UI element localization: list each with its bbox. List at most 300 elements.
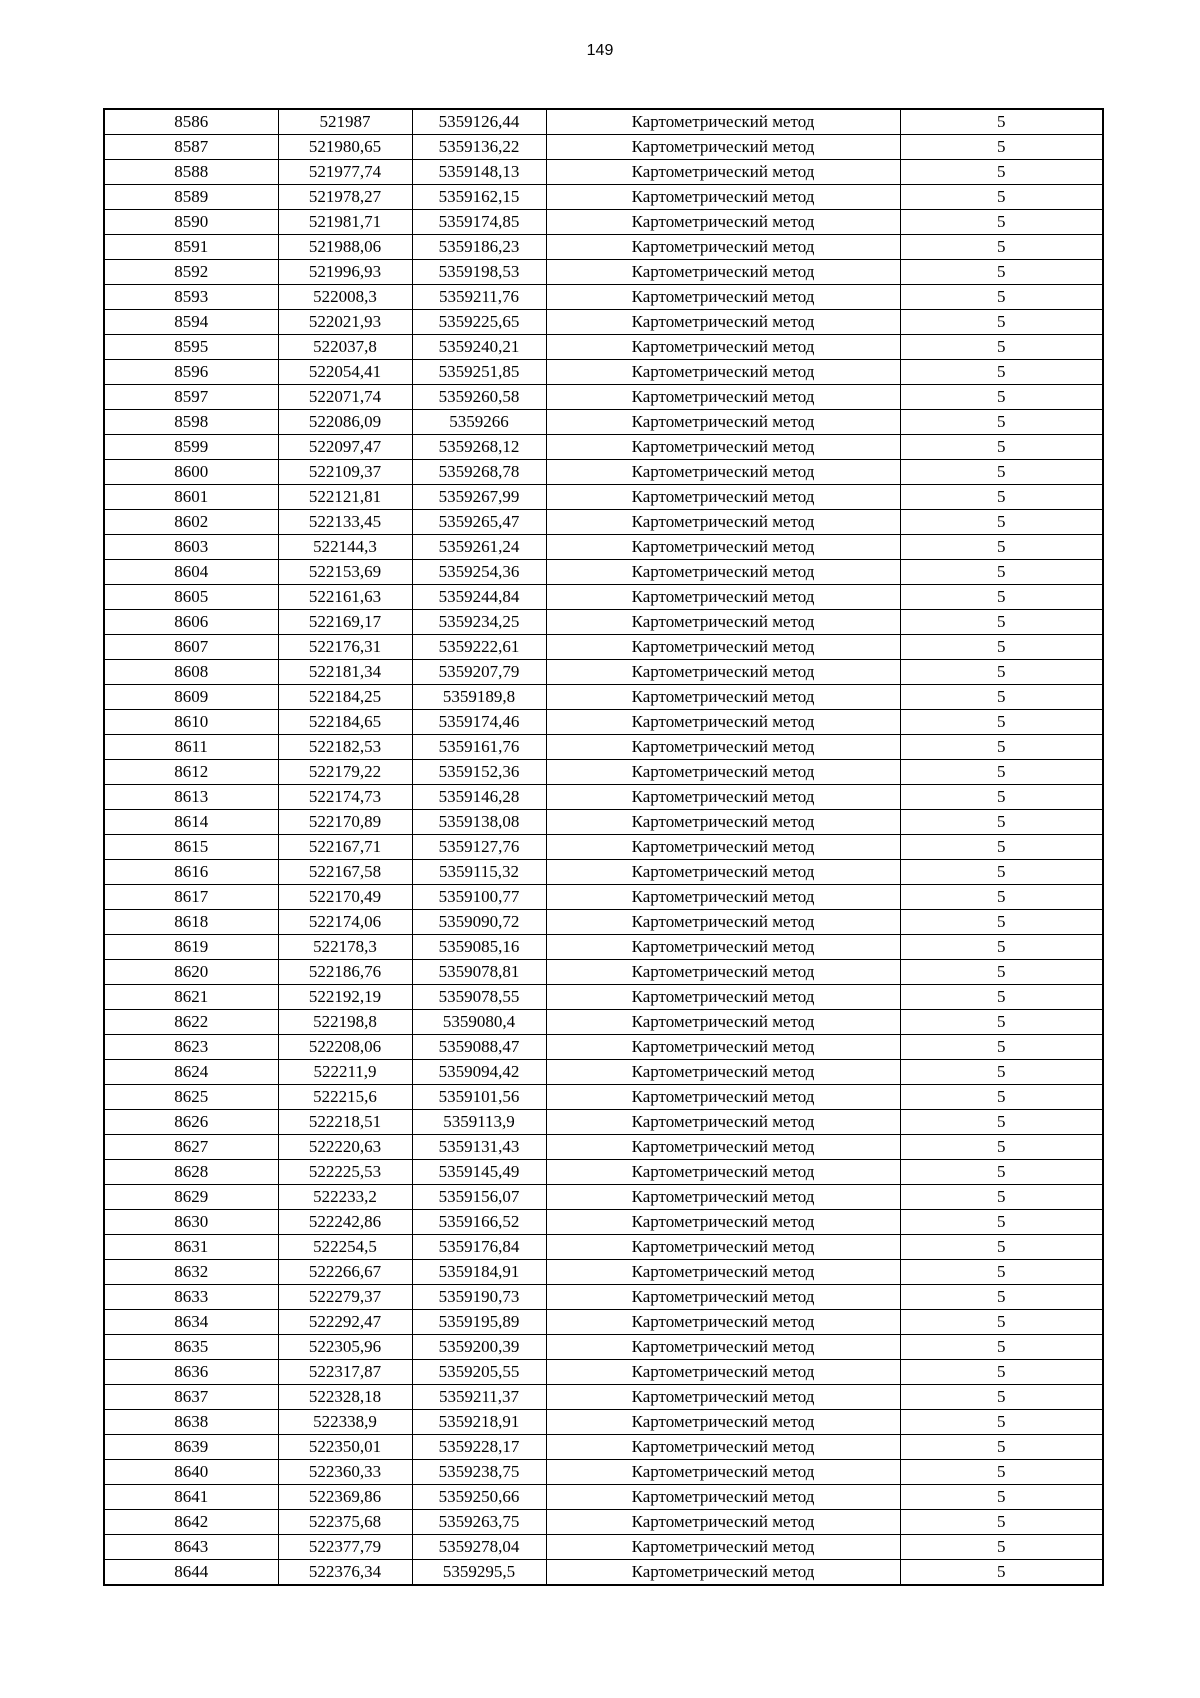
point-number-cell: 8610 xyxy=(104,710,278,735)
table-row xyxy=(104,910,1103,935)
y-coordinate-cell: 5359152,36 xyxy=(412,760,546,785)
method-cell: Картометрический метод xyxy=(546,235,900,260)
point-number-cell: 8630 xyxy=(104,1210,278,1235)
accuracy-cell: 5 xyxy=(900,535,1103,560)
accuracy-cell: 5 xyxy=(900,785,1103,810)
x-coordinate-cell: 522054,41 xyxy=(278,360,412,385)
x-coordinate-cell: 522179,22 xyxy=(278,760,412,785)
table-row xyxy=(104,1360,1103,1385)
method-cell: Картометрический метод xyxy=(546,960,900,985)
y-coordinate-cell: 5359100,77 xyxy=(412,885,546,910)
y-coordinate-cell: 5359090,72 xyxy=(412,910,546,935)
accuracy-cell: 5 xyxy=(900,109,1103,135)
y-coordinate-cell: 5359225,65 xyxy=(412,310,546,335)
method-cell: Картометрический метод xyxy=(546,760,900,785)
x-coordinate-cell: 522186,76 xyxy=(278,960,412,985)
table-row xyxy=(104,1110,1103,1135)
point-number-cell: 8597 xyxy=(104,385,278,410)
x-coordinate-cell: 522369,86 xyxy=(278,1485,412,1510)
x-coordinate-cell: 522317,87 xyxy=(278,1360,412,1385)
method-cell: Картометрический метод xyxy=(546,660,900,685)
table-row xyxy=(104,460,1103,485)
x-coordinate-cell: 522242,86 xyxy=(278,1210,412,1235)
y-coordinate-cell: 5359195,89 xyxy=(412,1310,546,1335)
method-cell: Картометрический метод xyxy=(546,610,900,635)
method-cell: Картометрический метод xyxy=(546,1035,900,1060)
table-row xyxy=(104,1210,1103,1235)
x-coordinate-cell: 522328,18 xyxy=(278,1385,412,1410)
point-number-cell: 8607 xyxy=(104,635,278,660)
y-coordinate-cell: 5359211,76 xyxy=(412,285,546,310)
point-number-cell: 8595 xyxy=(104,335,278,360)
accuracy-cell: 5 xyxy=(900,1310,1103,1335)
x-coordinate-cell: 521980,65 xyxy=(278,135,412,160)
table-row xyxy=(104,685,1103,710)
x-coordinate-cell: 522097,47 xyxy=(278,435,412,460)
point-number-cell: 8632 xyxy=(104,1260,278,1285)
accuracy-cell: 5 xyxy=(900,910,1103,935)
accuracy-cell: 5 xyxy=(900,635,1103,660)
accuracy-cell: 5 xyxy=(900,860,1103,885)
table-row xyxy=(104,310,1103,335)
table-row xyxy=(104,1235,1103,1260)
accuracy-cell: 5 xyxy=(900,435,1103,460)
method-cell: Картометрический метод xyxy=(546,410,900,435)
y-coordinate-cell: 5359267,99 xyxy=(412,485,546,510)
method-cell: Картометрический метод xyxy=(546,260,900,285)
point-number-cell: 8638 xyxy=(104,1410,278,1435)
point-number-cell: 8627 xyxy=(104,1135,278,1160)
table-row xyxy=(104,760,1103,785)
method-cell: Картометрический метод xyxy=(546,1210,900,1235)
accuracy-cell: 5 xyxy=(900,460,1103,485)
accuracy-cell: 5 xyxy=(900,610,1103,635)
point-number-cell: 8600 xyxy=(104,460,278,485)
y-coordinate-cell: 5359211,37 xyxy=(412,1385,546,1410)
y-coordinate-cell: 5359138,08 xyxy=(412,810,546,835)
table-row xyxy=(104,1535,1103,1560)
method-cell: Картометрический метод xyxy=(546,285,900,310)
y-coordinate-cell: 5359131,43 xyxy=(412,1135,546,1160)
y-coordinate-cell: 5359228,17 xyxy=(412,1435,546,1460)
table-row xyxy=(104,210,1103,235)
accuracy-cell: 5 xyxy=(900,1185,1103,1210)
accuracy-cell: 5 xyxy=(900,1285,1103,1310)
table-row xyxy=(104,1085,1103,1110)
method-cell: Картометрический метод xyxy=(546,1135,900,1160)
y-coordinate-cell: 5359200,39 xyxy=(412,1335,546,1360)
point-number-cell: 8637 xyxy=(104,1385,278,1410)
accuracy-cell: 5 xyxy=(900,210,1103,235)
accuracy-cell: 5 xyxy=(900,660,1103,685)
table-row xyxy=(104,1510,1103,1535)
point-number-cell: 8596 xyxy=(104,360,278,385)
accuracy-cell: 5 xyxy=(900,1060,1103,1085)
point-number-cell: 8593 xyxy=(104,285,278,310)
point-number-cell: 8615 xyxy=(104,835,278,860)
x-coordinate-cell: 522215,6 xyxy=(278,1085,412,1110)
point-number-cell: 8616 xyxy=(104,860,278,885)
x-coordinate-cell: 522338,9 xyxy=(278,1410,412,1435)
method-cell: Картометрический метод xyxy=(546,109,900,135)
table-row xyxy=(104,385,1103,410)
point-number-cell: 8586 xyxy=(104,109,278,135)
table-row xyxy=(104,635,1103,660)
method-cell: Картометрический метод xyxy=(546,535,900,560)
x-coordinate-cell: 522305,96 xyxy=(278,1335,412,1360)
point-number-cell: 8590 xyxy=(104,210,278,235)
method-cell: Картометрический метод xyxy=(546,1160,900,1185)
point-number-cell: 8640 xyxy=(104,1460,278,1485)
method-cell: Картометрический метод xyxy=(546,835,900,860)
y-coordinate-cell: 5359162,15 xyxy=(412,185,546,210)
x-coordinate-cell: 522086,09 xyxy=(278,410,412,435)
table-row xyxy=(104,810,1103,835)
point-number-cell: 8639 xyxy=(104,1435,278,1460)
method-cell: Картометрический метод xyxy=(546,735,900,760)
y-coordinate-cell: 5359174,85 xyxy=(412,210,546,235)
table-row xyxy=(104,1460,1103,1485)
accuracy-cell: 5 xyxy=(900,1410,1103,1435)
method-cell: Картометрический метод xyxy=(546,685,900,710)
y-coordinate-cell: 5359156,07 xyxy=(412,1185,546,1210)
accuracy-cell: 5 xyxy=(900,1010,1103,1035)
table-row xyxy=(104,935,1103,960)
y-coordinate-cell: 5359268,78 xyxy=(412,460,546,485)
table-row xyxy=(104,1410,1103,1435)
accuracy-cell: 5 xyxy=(900,1435,1103,1460)
x-coordinate-cell: 522350,01 xyxy=(278,1435,412,1460)
point-number-cell: 8644 xyxy=(104,1560,278,1586)
table-row xyxy=(104,560,1103,585)
method-cell: Картометрический метод xyxy=(546,985,900,1010)
y-coordinate-cell: 5359127,76 xyxy=(412,835,546,860)
method-cell: Картометрический метод xyxy=(546,1310,900,1335)
table-row xyxy=(104,335,1103,360)
accuracy-cell: 5 xyxy=(900,935,1103,960)
x-coordinate-cell: 522169,17 xyxy=(278,610,412,635)
table-row xyxy=(104,985,1103,1010)
x-coordinate-cell: 522133,45 xyxy=(278,510,412,535)
x-coordinate-cell: 522121,81 xyxy=(278,485,412,510)
method-cell: Картометрический метод xyxy=(546,185,900,210)
method-cell: Картометрический метод xyxy=(546,860,900,885)
accuracy-cell: 5 xyxy=(900,360,1103,385)
y-coordinate-cell: 5359148,13 xyxy=(412,160,546,185)
method-cell: Картометрический метод xyxy=(546,485,900,510)
point-number-cell: 8603 xyxy=(104,535,278,560)
table-row xyxy=(104,435,1103,460)
y-coordinate-cell: 5359240,21 xyxy=(412,335,546,360)
accuracy-cell: 5 xyxy=(900,1535,1103,1560)
point-number-cell: 8642 xyxy=(104,1510,278,1535)
table-row xyxy=(104,1260,1103,1285)
y-coordinate-cell: 5359094,42 xyxy=(412,1060,546,1085)
x-coordinate-cell: 522254,5 xyxy=(278,1235,412,1260)
y-coordinate-cell: 5359207,79 xyxy=(412,660,546,685)
y-coordinate-cell: 5359295,5 xyxy=(412,1560,546,1586)
table-row xyxy=(104,135,1103,160)
point-number-cell: 8641 xyxy=(104,1485,278,1510)
method-cell: Картометрический метод xyxy=(546,1260,900,1285)
table-row xyxy=(104,535,1103,560)
page-number: 149 xyxy=(586,42,614,59)
method-cell: Картометрический метод xyxy=(546,435,900,460)
x-coordinate-cell: 522279,37 xyxy=(278,1285,412,1310)
method-cell: Картометрический метод xyxy=(546,935,900,960)
method-cell: Картометрический метод xyxy=(546,560,900,585)
x-coordinate-cell: 522161,63 xyxy=(278,585,412,610)
accuracy-cell: 5 xyxy=(900,1485,1103,1510)
x-coordinate-cell: 522211,9 xyxy=(278,1060,412,1085)
method-cell: Картометрический метод xyxy=(546,1285,900,1310)
point-number-cell: 8612 xyxy=(104,760,278,785)
method-cell: Картометрический метод xyxy=(546,710,900,735)
accuracy-cell: 5 xyxy=(900,310,1103,335)
accuracy-cell: 5 xyxy=(900,1035,1103,1060)
table-row xyxy=(104,1135,1103,1160)
table-row xyxy=(104,360,1103,385)
x-coordinate-cell: 522071,74 xyxy=(278,385,412,410)
method-cell: Картометрический метод xyxy=(546,460,900,485)
point-number-cell: 8606 xyxy=(104,610,278,635)
method-cell: Картометрический метод xyxy=(546,1435,900,1460)
accuracy-cell: 5 xyxy=(900,1160,1103,1185)
x-coordinate-cell: 522174,06 xyxy=(278,910,412,935)
method-cell: Картометрический метод xyxy=(546,1410,900,1435)
method-cell: Картометрический метод xyxy=(546,1560,900,1586)
method-cell: Картометрический метод xyxy=(546,1235,900,1260)
accuracy-cell: 5 xyxy=(900,960,1103,985)
accuracy-cell: 5 xyxy=(900,760,1103,785)
y-coordinate-cell: 5359205,55 xyxy=(412,1360,546,1385)
point-number-cell: 8620 xyxy=(104,960,278,985)
y-coordinate-cell: 5359261,24 xyxy=(412,535,546,560)
table-row xyxy=(104,710,1103,735)
point-number-cell: 8601 xyxy=(104,485,278,510)
point-number-cell: 8589 xyxy=(104,185,278,210)
y-coordinate-cell: 5359263,75 xyxy=(412,1510,546,1535)
x-coordinate-cell: 522266,67 xyxy=(278,1260,412,1285)
y-coordinate-cell: 5359184,91 xyxy=(412,1260,546,1285)
point-number-cell: 8587 xyxy=(104,135,278,160)
x-coordinate-cell: 522292,47 xyxy=(278,1310,412,1335)
method-cell: Картометрический метод xyxy=(546,210,900,235)
point-number-cell: 8611 xyxy=(104,735,278,760)
point-number-cell: 8614 xyxy=(104,810,278,835)
accuracy-cell: 5 xyxy=(900,135,1103,160)
point-number-cell: 8629 xyxy=(104,1185,278,1210)
y-coordinate-cell: 5359222,61 xyxy=(412,635,546,660)
point-number-cell: 8598 xyxy=(104,410,278,435)
x-coordinate-cell: 522233,2 xyxy=(278,1185,412,1210)
y-coordinate-cell: 5359161,76 xyxy=(412,735,546,760)
method-cell: Картометрический метод xyxy=(546,1385,900,1410)
x-coordinate-cell: 522021,93 xyxy=(278,310,412,335)
y-coordinate-cell: 5359198,53 xyxy=(412,260,546,285)
point-number-cell: 8622 xyxy=(104,1010,278,1035)
method-cell: Картометрический метод xyxy=(546,160,900,185)
accuracy-cell: 5 xyxy=(900,1260,1103,1285)
y-coordinate-cell: 5359085,16 xyxy=(412,935,546,960)
point-number-cell: 8619 xyxy=(104,935,278,960)
y-coordinate-cell: 5359254,36 xyxy=(412,560,546,585)
x-coordinate-cell: 522144,3 xyxy=(278,535,412,560)
method-cell: Картометрический метод xyxy=(546,635,900,660)
x-coordinate-cell: 522192,19 xyxy=(278,985,412,1010)
y-coordinate-cell: 5359278,04 xyxy=(412,1535,546,1560)
table-row xyxy=(104,109,1103,135)
table-row xyxy=(104,185,1103,210)
accuracy-cell: 5 xyxy=(900,485,1103,510)
x-coordinate-cell: 522182,53 xyxy=(278,735,412,760)
accuracy-cell: 5 xyxy=(900,260,1103,285)
method-cell: Картометрический метод xyxy=(546,1535,900,1560)
table-row xyxy=(104,235,1103,260)
y-coordinate-cell: 5359251,85 xyxy=(412,360,546,385)
method-cell: Картометрический метод xyxy=(546,1085,900,1110)
accuracy-cell: 5 xyxy=(900,1110,1103,1135)
x-coordinate-cell: 521988,06 xyxy=(278,235,412,260)
y-coordinate-cell: 5359244,84 xyxy=(412,585,546,610)
x-coordinate-cell: 522208,06 xyxy=(278,1035,412,1060)
table-row xyxy=(104,1035,1103,1060)
y-coordinate-cell: 5359268,12 xyxy=(412,435,546,460)
point-number-cell: 8633 xyxy=(104,1285,278,1310)
x-coordinate-cell: 522375,68 xyxy=(278,1510,412,1535)
x-coordinate-cell: 522360,33 xyxy=(278,1460,412,1485)
y-coordinate-cell: 5359190,73 xyxy=(412,1285,546,1310)
point-number-cell: 8621 xyxy=(104,985,278,1010)
accuracy-cell: 5 xyxy=(900,560,1103,585)
method-cell: Картометрический метод xyxy=(546,1510,900,1535)
x-coordinate-cell: 522170,49 xyxy=(278,885,412,910)
point-number-cell: 8613 xyxy=(104,785,278,810)
point-number-cell: 8628 xyxy=(104,1160,278,1185)
table-row xyxy=(104,1310,1103,1335)
point-number-cell: 8617 xyxy=(104,885,278,910)
x-coordinate-cell: 522176,31 xyxy=(278,635,412,660)
table-row xyxy=(104,660,1103,685)
table-row xyxy=(104,960,1103,985)
table-row xyxy=(104,585,1103,610)
point-number-cell: 8631 xyxy=(104,1235,278,1260)
x-coordinate-cell: 521977,74 xyxy=(278,160,412,185)
y-coordinate-cell: 5359113,9 xyxy=(412,1110,546,1135)
table-row xyxy=(104,1385,1103,1410)
point-number-cell: 8591 xyxy=(104,235,278,260)
accuracy-cell: 5 xyxy=(900,160,1103,185)
point-number-cell: 8624 xyxy=(104,1060,278,1085)
y-coordinate-cell: 5359078,55 xyxy=(412,985,546,1010)
x-coordinate-cell: 522167,58 xyxy=(278,860,412,885)
accuracy-cell: 5 xyxy=(900,235,1103,260)
point-number-cell: 8602 xyxy=(104,510,278,535)
y-coordinate-cell: 5359189,8 xyxy=(412,685,546,710)
y-coordinate-cell: 5359115,32 xyxy=(412,860,546,885)
method-cell: Картометрический метод xyxy=(546,1010,900,1035)
point-number-cell: 8618 xyxy=(104,910,278,935)
y-coordinate-cell: 5359218,91 xyxy=(412,1410,546,1435)
y-coordinate-cell: 5359146,28 xyxy=(412,785,546,810)
point-number-cell: 8599 xyxy=(104,435,278,460)
method-cell: Картометрический метод xyxy=(546,1360,900,1385)
table-row xyxy=(104,1335,1103,1360)
table-row xyxy=(104,1060,1103,1085)
x-coordinate-cell: 522376,34 xyxy=(278,1560,412,1586)
y-coordinate-cell: 5359250,66 xyxy=(412,1485,546,1510)
method-cell: Картометрический метод xyxy=(546,1460,900,1485)
y-coordinate-cell: 5359166,52 xyxy=(412,1210,546,1235)
accuracy-cell: 5 xyxy=(900,335,1103,360)
table-row xyxy=(104,1010,1103,1035)
y-coordinate-cell: 5359266 xyxy=(412,410,546,435)
x-coordinate-cell: 522153,69 xyxy=(278,560,412,585)
method-cell: Картометрический метод xyxy=(546,360,900,385)
table-row xyxy=(104,1185,1103,1210)
accuracy-cell: 5 xyxy=(900,985,1103,1010)
x-coordinate-cell: 522198,8 xyxy=(278,1010,412,1035)
y-coordinate-cell: 5359136,22 xyxy=(412,135,546,160)
x-coordinate-cell: 522184,25 xyxy=(278,685,412,710)
point-number-cell: 8643 xyxy=(104,1535,278,1560)
method-cell: Картометрический метод xyxy=(546,310,900,335)
accuracy-cell: 5 xyxy=(900,1560,1103,1586)
x-coordinate-cell: 522109,37 xyxy=(278,460,412,485)
accuracy-cell: 5 xyxy=(900,685,1103,710)
x-coordinate-cell: 521978,27 xyxy=(278,185,412,210)
point-number-cell: 8635 xyxy=(104,1335,278,1360)
accuracy-cell: 5 xyxy=(900,1360,1103,1385)
x-coordinate-cell: 522174,73 xyxy=(278,785,412,810)
y-coordinate-cell: 5359234,25 xyxy=(412,610,546,635)
coordinates-table xyxy=(103,108,1104,1586)
accuracy-cell: 5 xyxy=(900,1385,1103,1410)
x-coordinate-cell: 522008,3 xyxy=(278,285,412,310)
point-number-cell: 8623 xyxy=(104,1035,278,1060)
method-cell: Картометрический метод xyxy=(546,385,900,410)
x-coordinate-cell: 522178,3 xyxy=(278,935,412,960)
y-coordinate-cell: 5359078,81 xyxy=(412,960,546,985)
accuracy-cell: 5 xyxy=(900,710,1103,735)
x-coordinate-cell: 522225,53 xyxy=(278,1160,412,1185)
x-coordinate-cell: 522167,71 xyxy=(278,835,412,860)
y-coordinate-cell: 5359186,23 xyxy=(412,235,546,260)
table-row xyxy=(104,835,1103,860)
accuracy-cell: 5 xyxy=(900,185,1103,210)
method-cell: Картометрический метод xyxy=(546,335,900,360)
method-cell: Картометрический метод xyxy=(546,1110,900,1135)
point-number-cell: 8608 xyxy=(104,660,278,685)
x-coordinate-cell: 521987 xyxy=(278,109,412,135)
x-coordinate-cell: 522184,65 xyxy=(278,710,412,735)
method-cell: Картометрический метод xyxy=(546,785,900,810)
table-row xyxy=(104,1285,1103,1310)
accuracy-cell: 5 xyxy=(900,735,1103,760)
point-number-cell: 8609 xyxy=(104,685,278,710)
table-row xyxy=(104,1485,1103,1510)
method-cell: Картометрический метод xyxy=(546,910,900,935)
table-row xyxy=(104,160,1103,185)
table-row xyxy=(104,860,1103,885)
method-cell: Картометрический метод xyxy=(546,885,900,910)
accuracy-cell: 5 xyxy=(900,835,1103,860)
y-coordinate-cell: 5359088,47 xyxy=(412,1035,546,1060)
accuracy-cell: 5 xyxy=(900,385,1103,410)
table-row xyxy=(104,785,1103,810)
method-cell: Картометрический метод xyxy=(546,1185,900,1210)
table-row xyxy=(104,610,1103,635)
